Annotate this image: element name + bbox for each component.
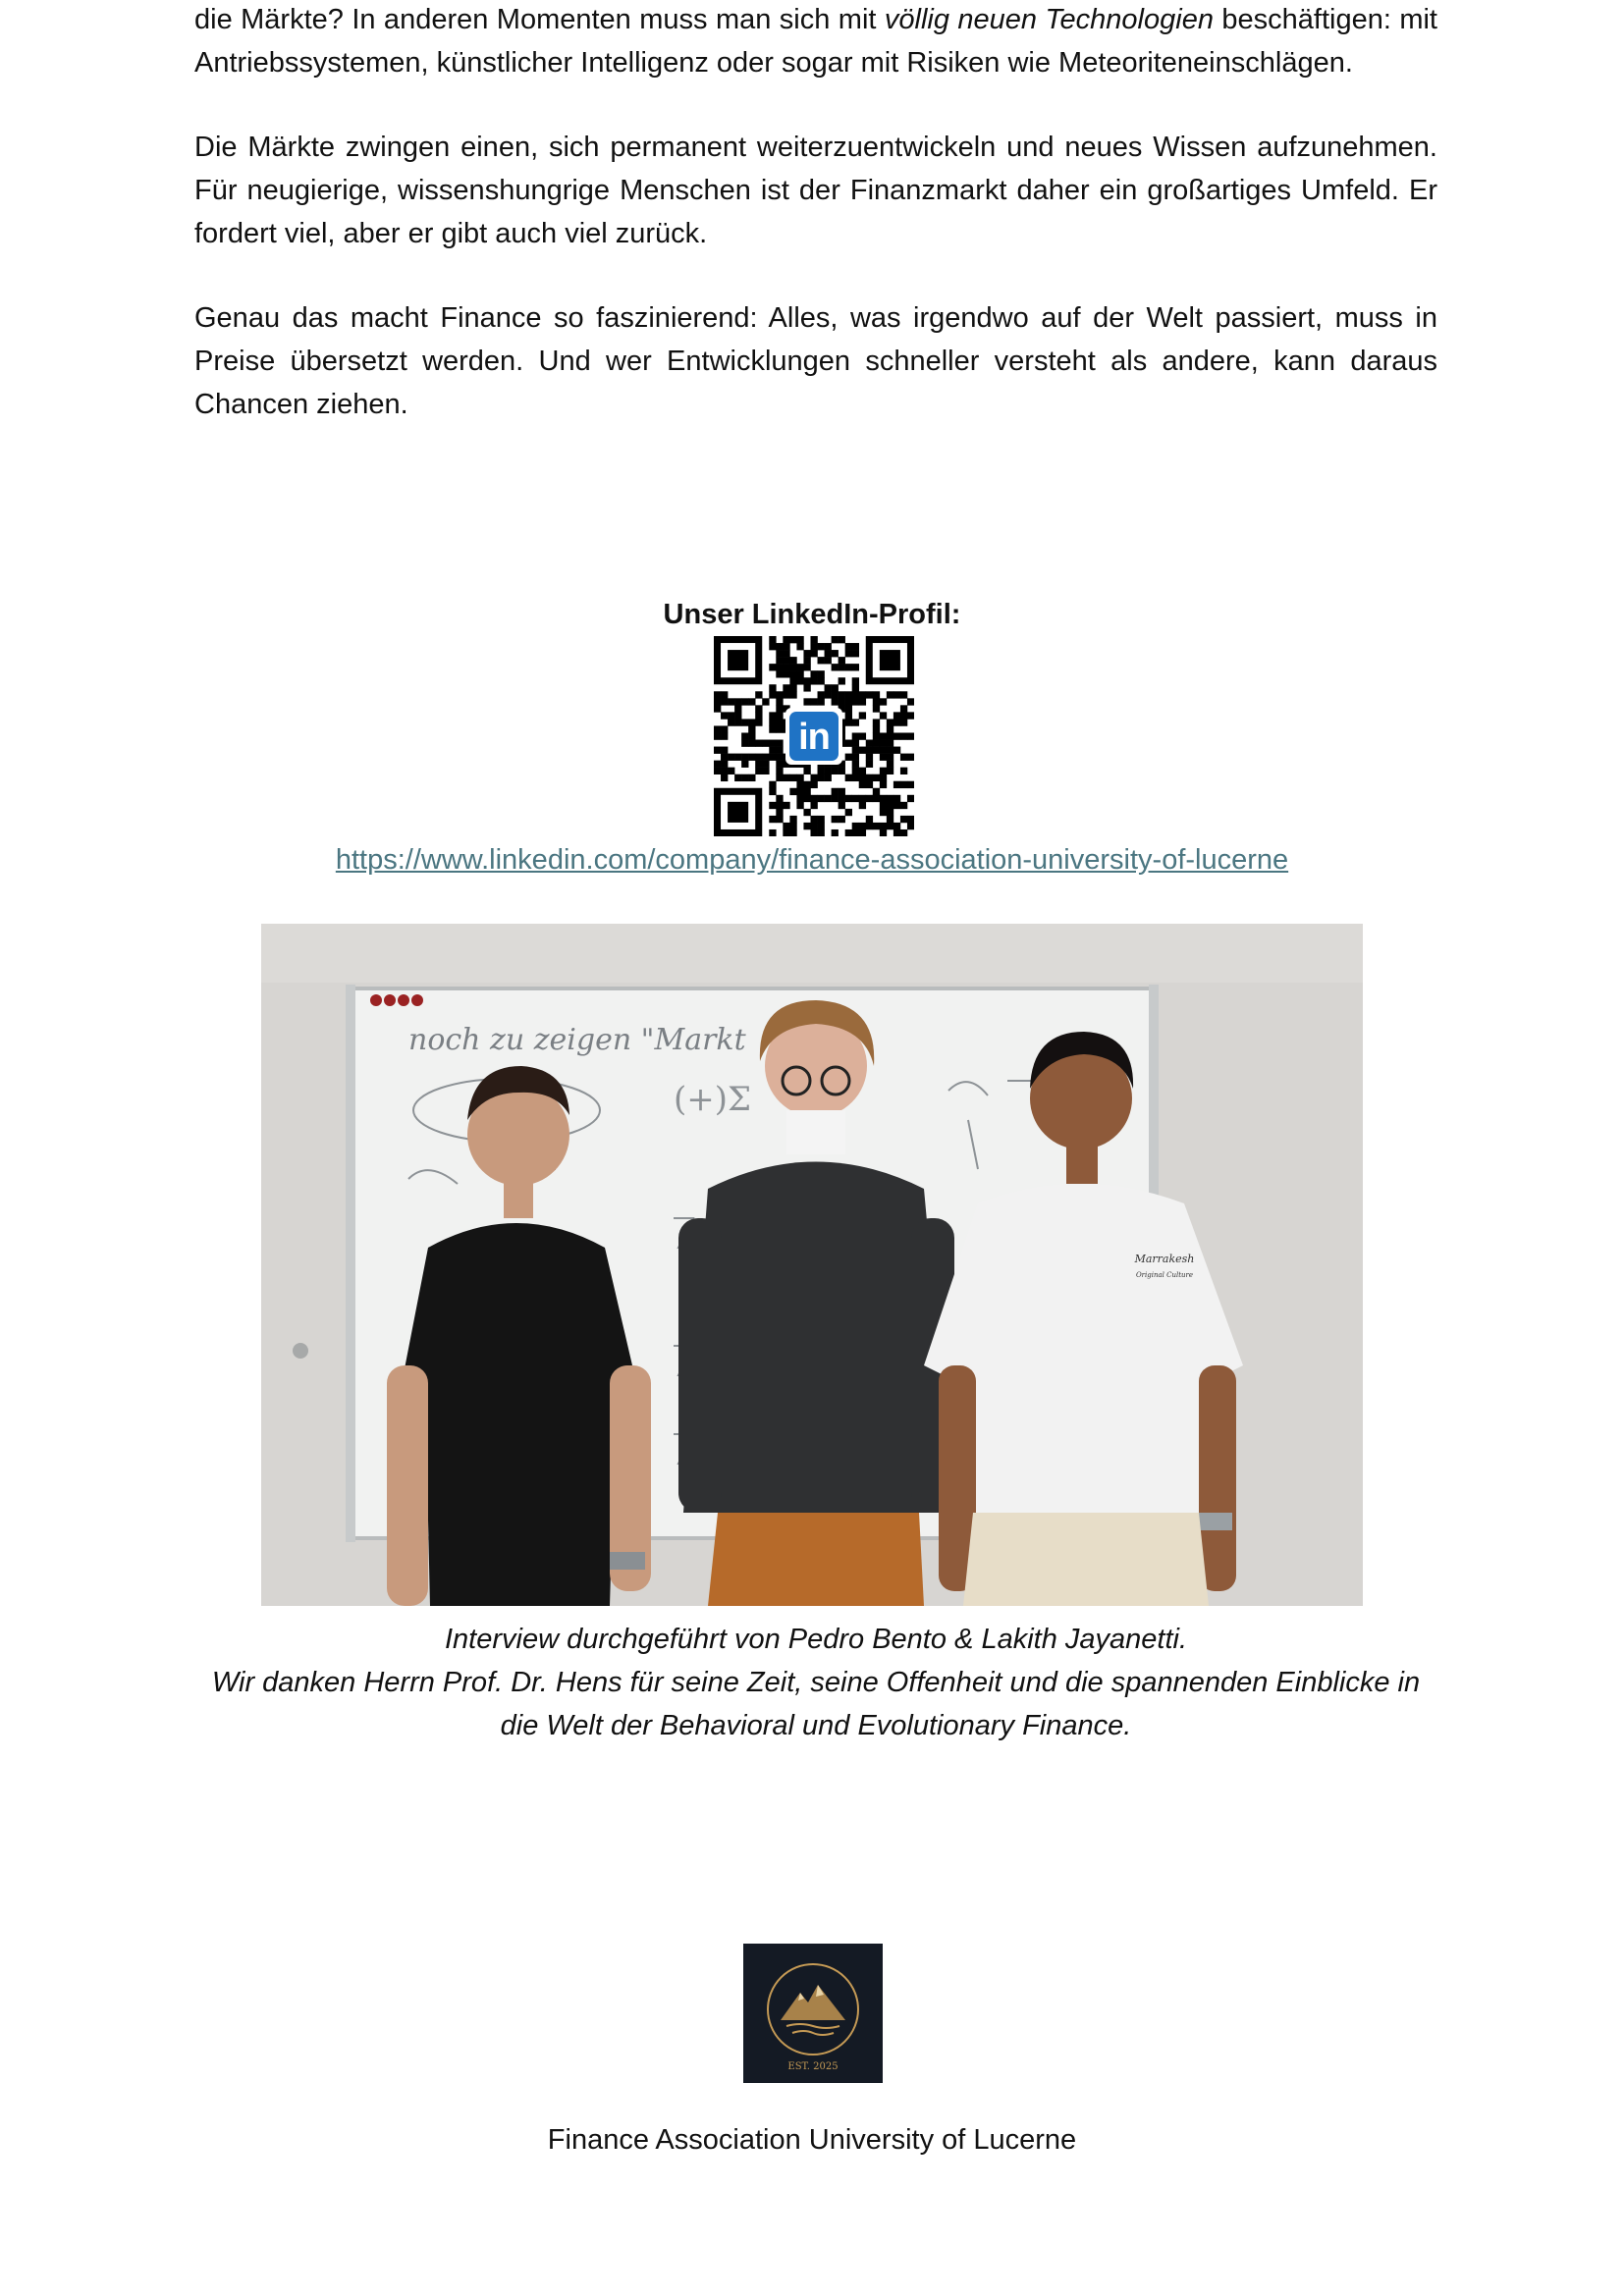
photo-illustration	[261, 924, 1363, 1606]
paragraph-text: beschäftigen: mit Antriebssystemen, künstlicher Intelligenz oder sogar mit Risiken wie Meteoriteneinschlägen.	[194, 4, 1437, 79]
svg-text:(+)Σ: (+)Σ	[674, 1080, 752, 1119]
emphasis-text: völlig neuen Technologien	[884, 4, 1214, 35]
whiteboard-text: noch zu zeigen "Markt	[408, 1023, 746, 1057]
shirt-print-subtext: Original Culture	[1135, 1271, 1194, 1279]
linkedin-badge-text: in	[789, 712, 839, 761]
interview-group-photo	[261, 924, 1363, 1606]
paragraph-finance-fascination: Genau das macht Finance so faszinierend: Alles, was irgendwo auf der Welt passiert, muss in Preise übersetzt werden. Und wer Entwicklungen schneller versteht als andere, kann daraus Chancen ziehen.	[194, 302, 1437, 420]
shirt-print-text: Marrakesh	[1134, 1253, 1195, 1265]
paragraph-text: die Märkte? In anderen Momenten muss man sich mit	[194, 4, 885, 35]
thanks-caption: Wir danken Herrn Prof. Dr. Hens für seine Zeit, seine Offenheit und die spannenden Einblicke in die Welt der Behavioral und Evolutionary Finance.	[211, 1667, 1421, 1741]
linkedin-qr-code[interactable]	[714, 636, 914, 836]
footer-org-name: Finance Association University of Lucerne	[547, 2124, 1077, 2156]
paragraph-markets-technologies	[194, 0, 1437, 84]
linkedin-logo-icon	[785, 708, 842, 765]
linkedin-url-link[interactable]: https://www.linkedin.com/company/finance-association-university-of-lucerne	[335, 844, 1289, 876]
paragraph-continuous-learning: Die Märkte zwingen einen, sich permanent weiterzuentwickeln und neues Wissen aufzunehmen. Für neugierige, wissenshungrige Menschen ist der Finanzmarkt daher ein großartiges Umfeld. Er fordert viel, aber er gibt auch viel zurück.	[194, 132, 1437, 249]
logo-est-text: EST. 2025	[787, 2061, 839, 2072]
interview-credit-caption: Interview durchgeführt von Pedro Bento & Lakith Jayanetti.	[444, 1624, 1188, 1655]
mountain-logo-icon	[743, 1944, 883, 2083]
association-logo	[743, 1944, 883, 2083]
linkedin-heading: Unser LinkedIn-Profil:	[663, 599, 961, 630]
